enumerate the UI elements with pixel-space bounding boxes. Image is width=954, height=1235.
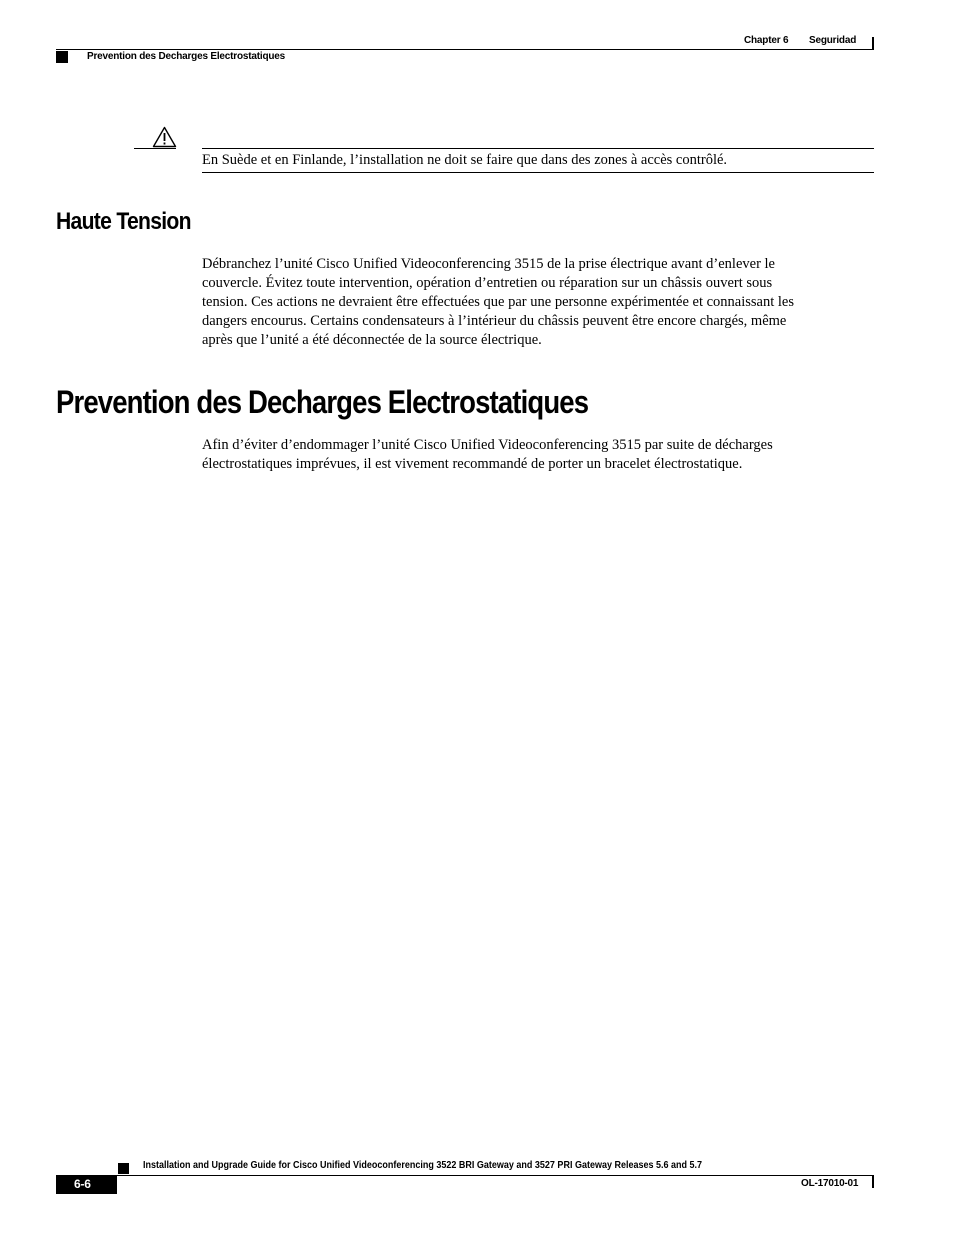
page-number-box	[56, 1175, 117, 1194]
footer-rule	[56, 1175, 874, 1176]
body-line: Débranchez l’unité Cisco Unified Videoconferencing 3515 de la prise électrique avant d’enlever le	[202, 256, 775, 272]
caution-top-rule	[202, 148, 874, 149]
footer-doc-number: OL-17010-01	[801, 1178, 859, 1189]
header-section-title: Prevention des Decharges Electrostatiques	[87, 51, 285, 62]
body-line: Afin d’éviter d’endommager l’unité Cisco Unified Videoconferencing 3515 par suite de décharges	[202, 437, 773, 453]
footer-right-tick	[872, 1175, 874, 1188]
header-section-marker	[56, 51, 68, 63]
footer-guide-title: Installation and Upgrade Guide for Cisco Unified Videoconferencing 3522 BRI Gateway and 3527 PRI Gateway Releases 5.6 and 5.7	[143, 1160, 703, 1171]
section-heading-haute-tension: Haute Tension	[56, 208, 191, 235]
header-right-tick	[872, 37, 874, 50]
page-number: 6-6	[74, 1177, 91, 1191]
caution-text: En Suède et en Finlande, l’installation ne doit se faire que dans des zones à accès contrôlé.	[202, 152, 728, 168]
header-rule	[56, 49, 874, 50]
body-line: électrostatiques imprévues, il est vivement recommandé de porter un bracelet électrostatique.	[202, 456, 743, 472]
header-chapter-title: Seguridad	[809, 35, 857, 46]
warning-triangle-icon	[152, 126, 177, 148]
section-body-haute-tension	[202, 255, 794, 350]
footer-marker	[118, 1163, 129, 1174]
caution-icon-underline	[134, 148, 176, 149]
body-line: couvercle. Évitez toute intervention, opération d’entretien ou réparation sur un châssis ouvert sous	[202, 275, 773, 291]
body-line: tension. Ces actions ne devraient être effectuées que par une personne expérimentée et connaissant les	[202, 294, 794, 310]
caution-bottom-rule	[202, 172, 874, 173]
body-line: dangers encourus. Certains condensateurs à l’intérieur du châssis peuvent être encore chargés, même	[202, 313, 787, 329]
header-chapter-label: Chapter 6	[744, 35, 789, 46]
section-body-prevention	[202, 436, 773, 474]
section-heading-prevention: Prevention des Decharges Electrostatiques	[56, 384, 589, 420]
body-line: après que l’unité a été déconnectée de la source électrique.	[202, 332, 542, 348]
